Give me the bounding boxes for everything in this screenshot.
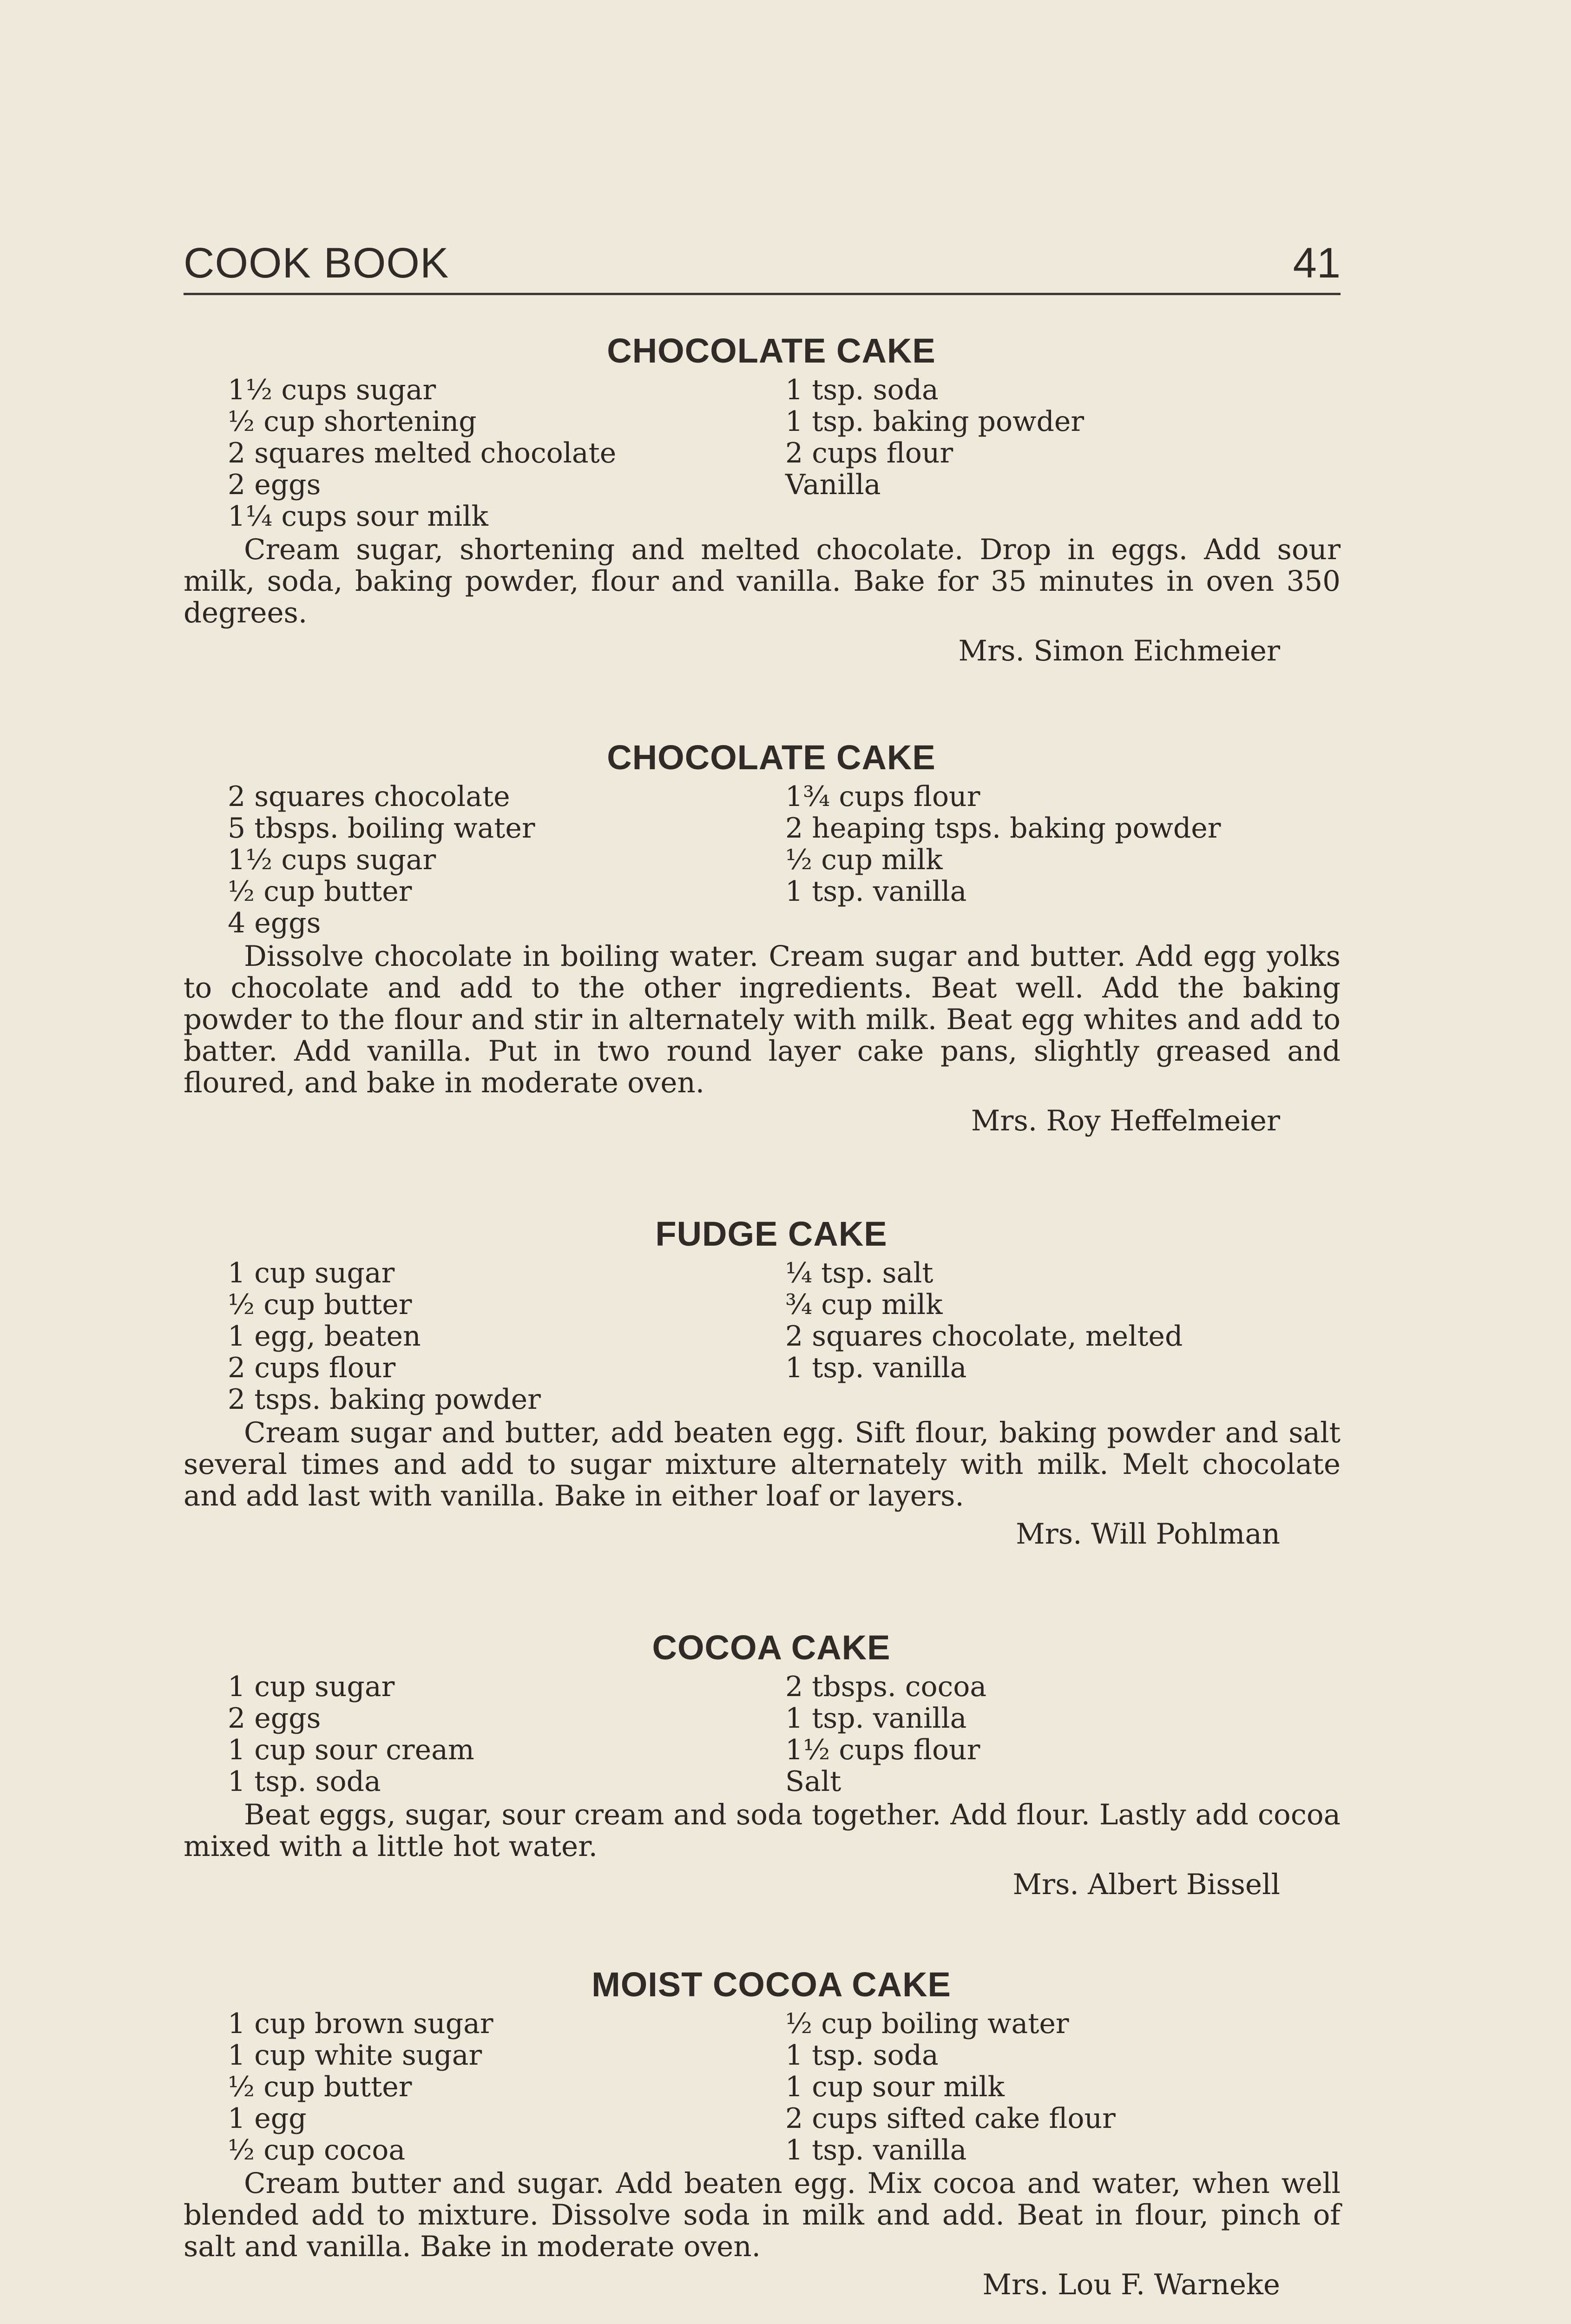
ingredient: ¾ cup milk xyxy=(785,1288,943,1321)
recipe-fudge-cake xyxy=(184,1211,1341,1550)
ingredient: 1½ cups flour xyxy=(785,1734,980,1766)
ingredient: 2 eggs xyxy=(228,469,321,501)
ingredient: 1 cup sour cream xyxy=(228,1734,474,1766)
ingredient: 2 cups flour xyxy=(228,1352,396,1384)
ingredient: 2 cups flour xyxy=(785,437,953,469)
recipe-title: CHOCOLATE CAKE xyxy=(607,331,936,370)
ingredient: 2 squares chocolate xyxy=(228,780,510,813)
ingredient: 2 squares melted chocolate xyxy=(228,437,617,469)
recipe-author: Mrs. Lou F. Warneke xyxy=(982,2268,1280,2301)
ingredient: 1 tsp. vanilla xyxy=(785,2134,967,2166)
recipe-directions: Cream sugar, shortening and melted chocolate. Drop in eggs. Add sour milk, soda, baking powder, flour and vanilla. Bake for 35 minutes in oven 350 degrees. xyxy=(184,533,1341,629)
ingredient: ½ cup butter xyxy=(228,1288,412,1321)
ingredient: Vanilla xyxy=(785,469,881,501)
recipe-chocolate-cake-1 xyxy=(184,328,1341,667)
recipe-author: Mrs. Albert Bissell xyxy=(1012,1868,1280,1901)
ingredient: 4 eggs xyxy=(228,907,321,939)
recipe-author: Mrs. Roy Heffelmeier xyxy=(971,1104,1280,1137)
ingredient-list xyxy=(184,781,1341,941)
ingredient: 1½ cups sugar xyxy=(228,374,436,406)
recipe-directions: Dissolve chocolate in boiling water. Cream sugar and butter. Add egg yolks to chocolate and add to the other ingredients. Beat well. Add the baking powder to the flour and stir in alternately with milk. Beat egg whites and add to batter. Add vanilla. Put in two round layer cake pans, slightly greased and floured, and bake in moderate oven. xyxy=(184,940,1341,1099)
ingredient: 1 egg, beaten xyxy=(228,1320,421,1353)
ingredient: ½ cup boiling water xyxy=(785,2007,1069,2040)
recipe-chocolate-cake-2 xyxy=(184,734,1341,1137)
ingredient: 2 heaping tsps. baking powder xyxy=(785,812,1221,845)
ingredient: ½ cup milk xyxy=(785,844,943,876)
ingredient-list xyxy=(184,2008,1341,2168)
ingredient: 1¼ cups sour milk xyxy=(228,500,488,533)
ingredient: ½ cup butter xyxy=(228,875,412,908)
recipe-title: FUDGE CAKE xyxy=(655,1215,887,1253)
ingredient: 1 tsp. soda xyxy=(785,374,939,406)
recipe-directions: Cream butter and sugar. Add beaten egg. Mix cocoa and water, when well blended add to mixture. Dissolve soda in milk and add. Beat in flour, pinch of salt and vanilla. Bake in moderate oven. xyxy=(184,2167,1341,2263)
recipe-author: Mrs. Simon Eichmeier xyxy=(958,634,1280,667)
ingredient: 2 squares chocolate, melted xyxy=(785,1320,1183,1353)
recipe-title: COCOA CAKE xyxy=(652,1628,891,1667)
ingredient: ½ cup shortening xyxy=(228,405,477,438)
ingredient: ½ cup cocoa xyxy=(228,2134,406,2166)
recipe-title: MOIST COCOA CAKE xyxy=(592,1965,951,2004)
ingredient: 1 tsp. vanilla xyxy=(785,1352,967,1384)
ingredient-list xyxy=(184,1257,1341,1417)
ingredient: 1 cup sugar xyxy=(228,1670,395,1703)
recipe-author: Mrs. Will Pohlman xyxy=(1016,1518,1280,1551)
ingredient: 1 tsp. baking powder xyxy=(785,405,1085,438)
recipe-cocoa-cake xyxy=(184,1624,1341,1901)
ingredient: 2 tsps. baking powder xyxy=(228,1383,541,1416)
ingredient: 1 egg xyxy=(228,2102,307,2135)
recipe-directions: Beat eggs, sugar, sour cream and soda together. Add flour. Lastly add cocoa mixed with a little hot water. xyxy=(184,1798,1341,1863)
ingredient: 1 tsp. vanilla xyxy=(785,875,967,908)
ingredient: 2 cups sifted cake flour xyxy=(785,2102,1116,2135)
page-number: 41 xyxy=(1293,239,1341,287)
ingredient-list xyxy=(184,374,1341,534)
ingredient: 1¾ cups flour xyxy=(785,780,980,813)
recipe-title: CHOCOLATE CAKE xyxy=(607,738,936,777)
ingredient: 1½ cups sugar xyxy=(228,844,436,876)
ingredient-list xyxy=(184,1671,1341,1799)
ingredient: 1 cup sugar xyxy=(228,1257,395,1289)
page-header xyxy=(184,237,1341,295)
ingredient: 5 tbsps. boiling water xyxy=(228,812,535,845)
ingredient: ½ cup butter xyxy=(228,2071,412,2103)
ingredient: 1 cup sour milk xyxy=(785,2071,1005,2103)
recipe-moist-cocoa-cake xyxy=(184,1961,1341,2301)
ingredient: ¼ tsp. salt xyxy=(785,1257,933,1289)
ingredient: 1 tsp. soda xyxy=(228,1765,381,1798)
recipe-directions: Cream sugar and butter, add beaten egg. Sift flour, baking powder and salt several times and add to sugar mixture alternately with milk. Melt chocolate and add last with vanilla. Bake in either loaf or layers. xyxy=(184,1416,1341,1512)
ingredient: 1 cup white sugar xyxy=(228,2039,482,2072)
book-title: COOK BOOK xyxy=(184,239,449,287)
ingredient: 1 cup brown sugar xyxy=(228,2007,493,2040)
ingredient: 2 eggs xyxy=(228,1702,321,1735)
ingredient: 2 tbsps. cocoa xyxy=(785,1670,987,1703)
ingredient: Salt xyxy=(785,1765,841,1798)
ingredient: 1 tsp. soda xyxy=(785,2039,939,2072)
ingredient: 1 tsp. vanilla xyxy=(785,1702,967,1735)
